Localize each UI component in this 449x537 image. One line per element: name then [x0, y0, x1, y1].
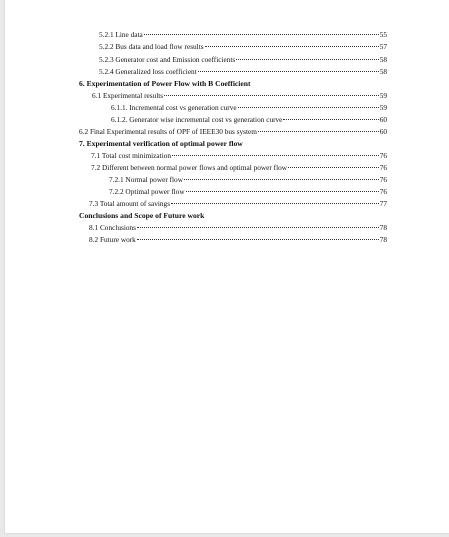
- toc-entry-page: 76: [379, 175, 387, 184]
- toc-entry-title: 6.1 Experimental results: [92, 91, 164, 100]
- toc-heading-title: 6. Experimentation of Power Flow with B Coefficient: [79, 79, 251, 88]
- toc-leader-dots: [184, 179, 379, 180]
- toc-entry[interactable]: [99, 55, 387, 64]
- toc-entry[interactable]: [99, 30, 387, 39]
- toc-leader-dots: [258, 131, 379, 132]
- toc-entry-title: 7.3 Total amount of savings: [89, 199, 171, 208]
- toc-entry-title: 8.2 Future work: [89, 235, 136, 244]
- toc-entry-title: 5.2.4 Generalized loss coefficient: [99, 67, 197, 76]
- toc-entry-page: 77: [379, 199, 387, 208]
- toc-entry-title: 8.1 Conclusions: [89, 223, 137, 232]
- toc-section-heading[interactable]: [79, 79, 251, 88]
- toc-entry-page: 58: [379, 55, 387, 64]
- toc-leader-dots: [172, 155, 379, 156]
- toc-entry[interactable]: [109, 187, 387, 196]
- toc-heading-title: 7. Experimental verification of optimal power flow: [79, 139, 243, 148]
- toc-entry[interactable]: [89, 235, 387, 244]
- toc-leader-dots: [198, 71, 379, 72]
- toc-entry[interactable]: [111, 115, 387, 124]
- toc-leader-dots: [236, 59, 378, 60]
- toc-leader-dots: [137, 239, 379, 240]
- toc-leader-dots: [164, 95, 379, 96]
- toc-entry[interactable]: [99, 42, 387, 51]
- toc-entry[interactable]: [79, 127, 387, 136]
- toc-leader-dots: [205, 46, 379, 47]
- toc-entry-title: 7.2.2 Optimal power flow: [109, 187, 185, 196]
- toc-heading-title: Conclusions and Scope of Future work: [79, 211, 205, 220]
- toc-leader-dots: [186, 191, 379, 192]
- toc-entry[interactable]: [91, 163, 387, 172]
- toc-leader-dots: [288, 167, 379, 168]
- toc-entry[interactable]: [111, 103, 387, 112]
- toc-entry[interactable]: [89, 223, 387, 232]
- toc-entry-page: 55: [379, 30, 387, 39]
- toc-entry-page: 76: [379, 151, 387, 160]
- toc-entry[interactable]: [91, 151, 387, 160]
- toc-entry-title: 5.2.1 Line data: [99, 30, 143, 39]
- toc-entry-page: 78: [379, 235, 387, 244]
- toc-entry-title: 6.2 Final Experimental results of OPF of IEEE30 bus system: [79, 127, 257, 136]
- toc-leader-dots: [238, 107, 379, 108]
- toc-entry-title: 7.1 Total cost minimization: [91, 151, 172, 160]
- toc-entry[interactable]: [89, 199, 387, 208]
- toc-entry-page: 60: [379, 127, 387, 136]
- toc-entry-title: 5.2.3 Generator cost and Emission coefficients: [99, 55, 236, 64]
- toc-entry-title: 7.2.1 Normal power flow: [109, 175, 183, 184]
- toc-entry-page: 76: [379, 163, 387, 172]
- document-page: [5, 0, 449, 533]
- toc-entry[interactable]: [109, 175, 387, 184]
- toc-leader-dots: [137, 227, 379, 228]
- toc-entry-page: 78: [379, 223, 387, 232]
- toc-entry[interactable]: [92, 91, 387, 100]
- toc-entry-title: 6.1.1. Incremental cost vs generation curve: [111, 103, 237, 112]
- toc-entry-page: 59: [379, 103, 387, 112]
- toc-entry-title: 6.1.2. Generator wise incremental cost vs generation curve: [111, 115, 283, 124]
- toc-entry[interactable]: [99, 67, 387, 76]
- toc-entry-page: 59: [379, 91, 387, 100]
- toc-section-heading[interactable]: [79, 211, 204, 220]
- toc-entry-page: 76: [379, 187, 387, 196]
- toc-entry-page: 60: [379, 115, 387, 124]
- toc-section-heading[interactable]: [79, 139, 243, 148]
- toc-leader-dots: [171, 203, 379, 204]
- toc-entry-title: 7.2 Different between normal power flows and optimal power flow: [91, 163, 288, 172]
- toc-leader-dots: [144, 34, 379, 35]
- toc-leader-dots: [283, 119, 378, 120]
- toc-entry-page: 57: [379, 42, 387, 51]
- toc-entry-title: 5.2.2 Bus data and load flow results: [99, 42, 204, 51]
- toc-entry-page: 58: [379, 67, 387, 76]
